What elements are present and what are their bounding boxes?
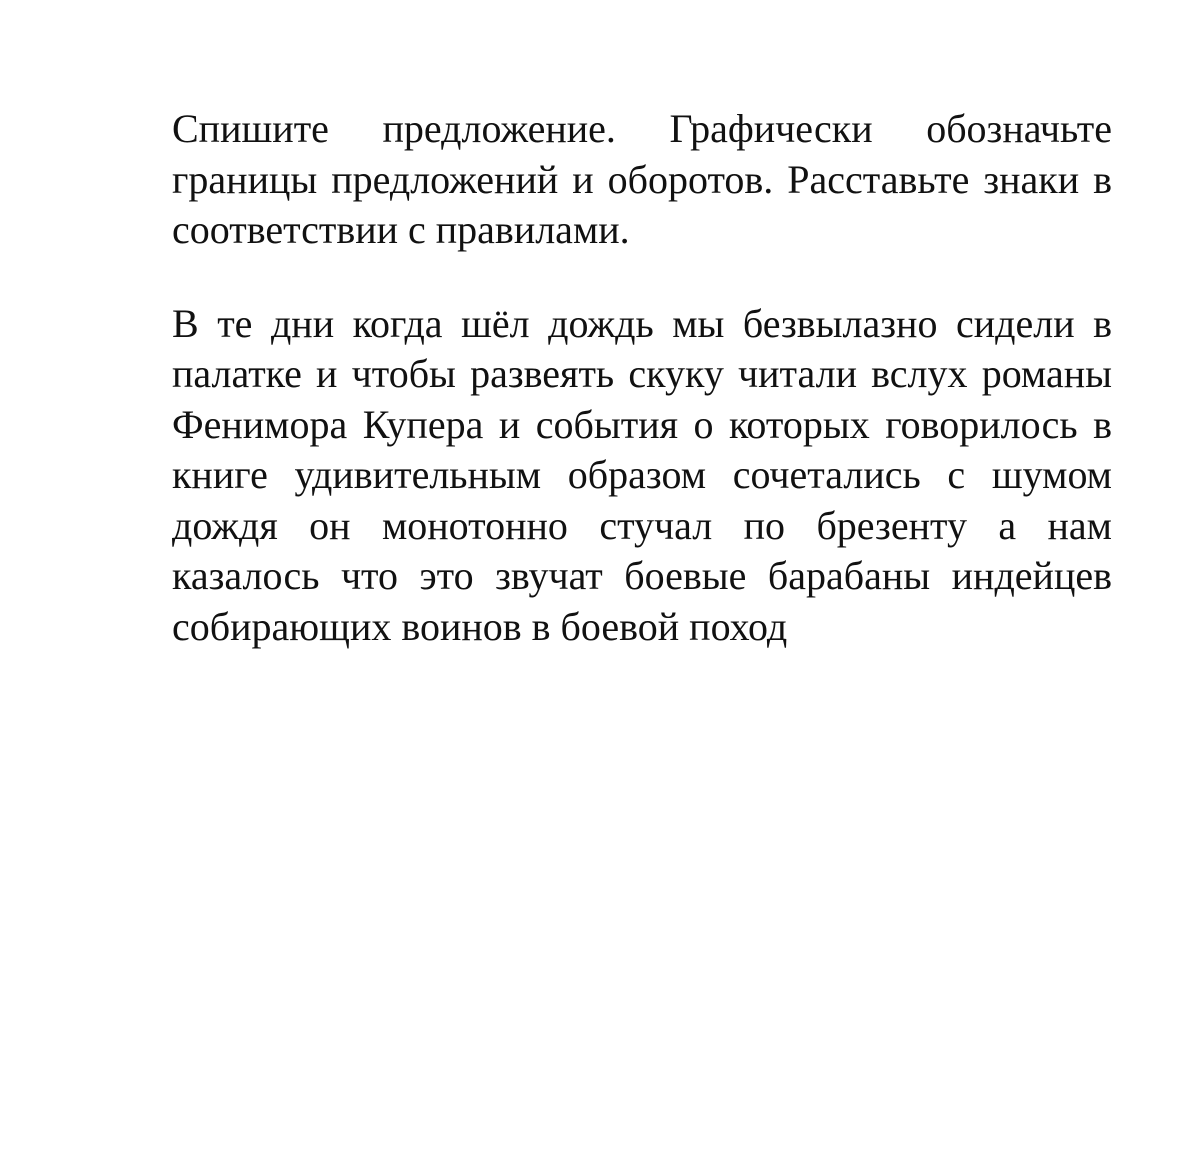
document-page (172, 104, 1112, 652)
task-instruction: Спишите предложение. Графически обозначьте границы предложений и оборотов. Расставьте знаки в соответствии с правилами. (172, 106, 1112, 252)
exercise-sentence: В те дни когда шёл дождь мы безвылазно сидели в палатке и чтобы развеять скуку читали вслух романы Фенимора Купера и события о которых говорилось в книге удивительным образом сочетались с шумом дождя он монотонно стучал по брезенту а нам казалось что это звучат боевые барабаны индейцев собирающих воинов в боевой поход (172, 300, 1112, 649)
